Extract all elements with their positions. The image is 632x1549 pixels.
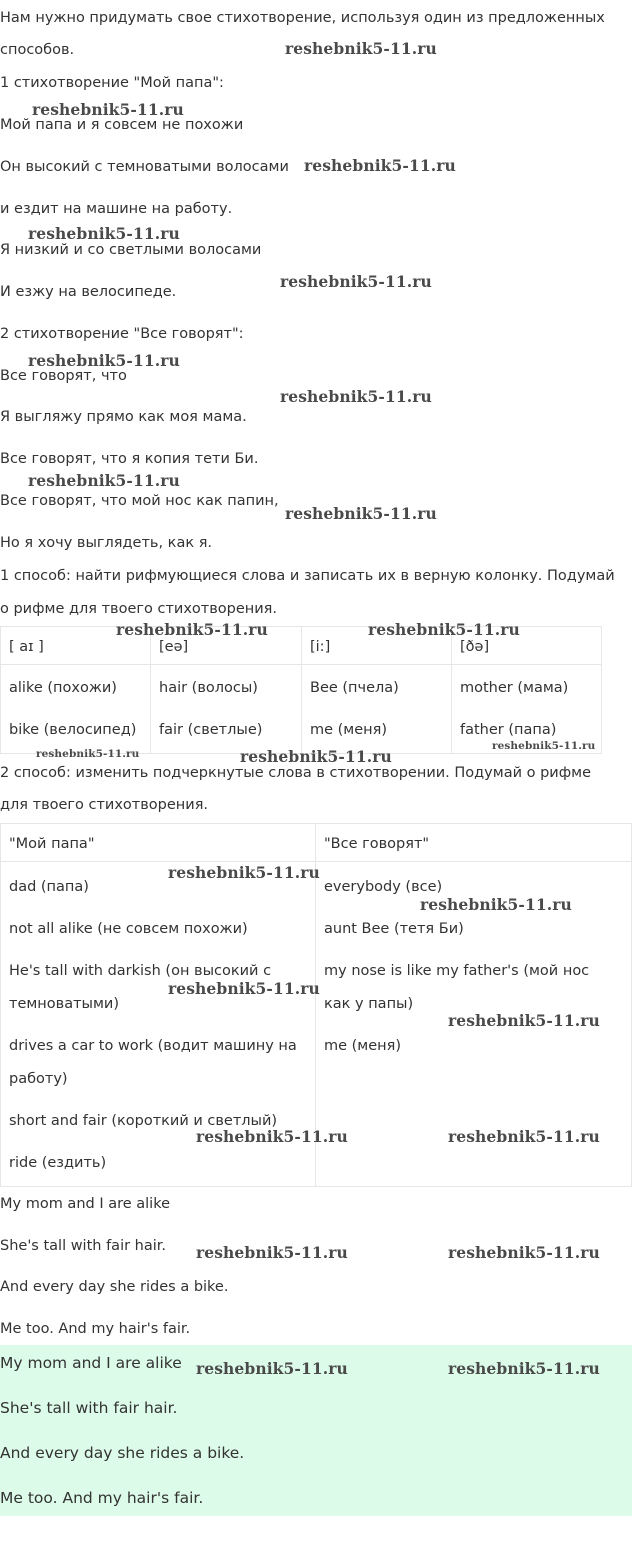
watermark: reshebnik5-11.ru <box>285 504 437 523</box>
replace-cell-left: работу) <box>9 1071 68 1087</box>
answer-poem-line: Me too. And my hair's fair. <box>0 1489 204 1507</box>
answer-poem-line: And every day she rides a bike. <box>0 1444 245 1462</box>
replace-cell-right: aunt Bee (тетя Би) <box>324 921 464 937</box>
rhyme-cell: father (папа) <box>460 722 557 738</box>
result-poem-line: My mom and I are alike <box>0 1196 171 1212</box>
watermark: reshebnik5-11.ru <box>196 1127 348 1146</box>
rhyme-table <box>0 626 602 754</box>
replace-cell-right: everybody (все) <box>324 879 443 895</box>
method2-line-1: 2 способ: изменить подчеркнутые слова в стихотворении. Подумай о рифме <box>0 765 591 781</box>
result-poem-line: Me too. And my hair's fair. <box>0 1321 191 1337</box>
rhyme-cell: mother (мама) <box>460 680 569 696</box>
poem1-line: и ездит на машине на работу. <box>0 201 233 217</box>
replace-cell-left: drives a car to work (водит машину на <box>9 1038 297 1054</box>
rhyme-header: [i:] <box>310 639 331 655</box>
rhyme-cell: bike (велосипед) <box>9 722 137 738</box>
watermark: reshebnik5-11.ru <box>448 1359 600 1378</box>
watermark: reshebnik5-11.ru <box>420 895 572 914</box>
replace-cell-left: ride (ездить) <box>9 1155 107 1171</box>
watermark: reshebnik5-11.ru <box>28 471 180 490</box>
rhyme-cell: alike (похожи) <box>9 680 117 696</box>
poem2-line: Я выгляжу прямо как моя мама. <box>0 409 247 425</box>
poem2-line: Все говорят, что мой нос как папин, <box>0 493 279 509</box>
watermark: reshebnik5-11.ru <box>36 748 140 760</box>
watermark: reshebnik5-11.ru <box>240 747 392 766</box>
intro-line-2: способов. <box>0 42 75 58</box>
replace-header: "Все говорят" <box>324 836 430 852</box>
watermark: reshebnik5-11.ru <box>28 351 180 370</box>
method1-line-2: о рифме для твоего стихотворения. <box>0 601 278 617</box>
replace-cell-left: short and fair (короткий и светлый) <box>9 1113 278 1129</box>
rhyme-cell: Bee (пчела) <box>310 680 399 696</box>
result-poem-line: And every day she rides a bike. <box>0 1279 229 1295</box>
rhyme-header: [ aɪ ] <box>9 639 44 655</box>
method1-line-1: 1 способ: найти рифмующиеся слова и записать их в верную колонку. Подумай <box>0 568 615 584</box>
replace-header: "Мой папа" <box>9 836 95 852</box>
poem1-line: И езжу на велосипеде. <box>0 284 177 300</box>
rhyme-header: [eə] <box>159 639 189 655</box>
replace-cell-left: темноватыми) <box>9 996 120 1012</box>
watermark: reshebnik5-11.ru <box>304 156 456 175</box>
replace-cell-right: my nose is like my father's (мой нос <box>324 963 590 979</box>
poem2-line: Все говорят, что <box>0 368 127 384</box>
poem1-line: Он высокий с темноватыми волосами <box>0 159 289 175</box>
rhyme-header: [ðə] <box>460 639 490 655</box>
watermark: reshebnik5-11.ru <box>492 740 596 752</box>
watermark: reshebnik5-11.ru <box>168 979 320 998</box>
replace-cell-right: как у папы) <box>324 996 414 1012</box>
watermark: reshebnik5-11.ru <box>280 272 432 291</box>
watermark: reshebnik5-11.ru <box>280 387 432 406</box>
watermark: reshebnik5-11.ru <box>32 100 184 119</box>
replace-cell-left: He's tall with darkish (он высокий с <box>9 963 272 979</box>
watermark: reshebnik5-11.ru <box>285 39 437 58</box>
watermark: reshebnik5-11.ru <box>196 1243 348 1262</box>
answer-poem-line: My mom and I are alike <box>0 1354 182 1372</box>
poem1-title: 1 стихотворение "Мой папа": <box>0 75 224 91</box>
replace-table-header-row <box>1 824 632 862</box>
watermark: reshebnik5-11.ru <box>116 620 268 639</box>
replace-cell-left: not all alike (не совсем похожи) <box>9 921 248 937</box>
poem2-title: 2 стихотворение "Все говорят": <box>0 326 244 342</box>
watermark: reshebnik5-11.ru <box>448 1127 600 1146</box>
method2-line-2: для твоего стихотворения. <box>0 797 209 813</box>
answer-poem-line: She's tall with fair hair. <box>0 1399 178 1417</box>
poem2-line: Все говорят, что я копия тети Би. <box>0 451 259 467</box>
poem1-line: Я низкий и со светлыми волосами <box>0 242 262 258</box>
watermark: reshebnik5-11.ru <box>448 1243 600 1262</box>
watermark: reshebnik5-11.ru <box>196 1359 348 1378</box>
result-poem-line: She's tall with fair hair. <box>0 1238 167 1254</box>
replace-cell-left: dad (папа) <box>9 879 89 895</box>
poem2-line: Но я хочу выглядеть, как я. <box>0 535 213 551</box>
watermark: reshebnik5-11.ru <box>28 224 180 243</box>
poem1-line: Мой папа и я совсем не похожи <box>0 117 244 133</box>
watermark: reshebnik5-11.ru <box>368 620 520 639</box>
intro-line-1: Нам нужно придумать свое стихотворение, используя один из предложенных <box>0 10 605 26</box>
rhyme-cell: me (меня) <box>310 722 388 738</box>
watermark: reshebnik5-11.ru <box>168 863 320 882</box>
watermark: reshebnik5-11.ru <box>448 1011 600 1030</box>
rhyme-cell: fair (светлые) <box>159 722 263 738</box>
replace-cell-right: me (меня) <box>324 1038 402 1054</box>
rhyme-cell: hair (волосы) <box>159 680 258 696</box>
